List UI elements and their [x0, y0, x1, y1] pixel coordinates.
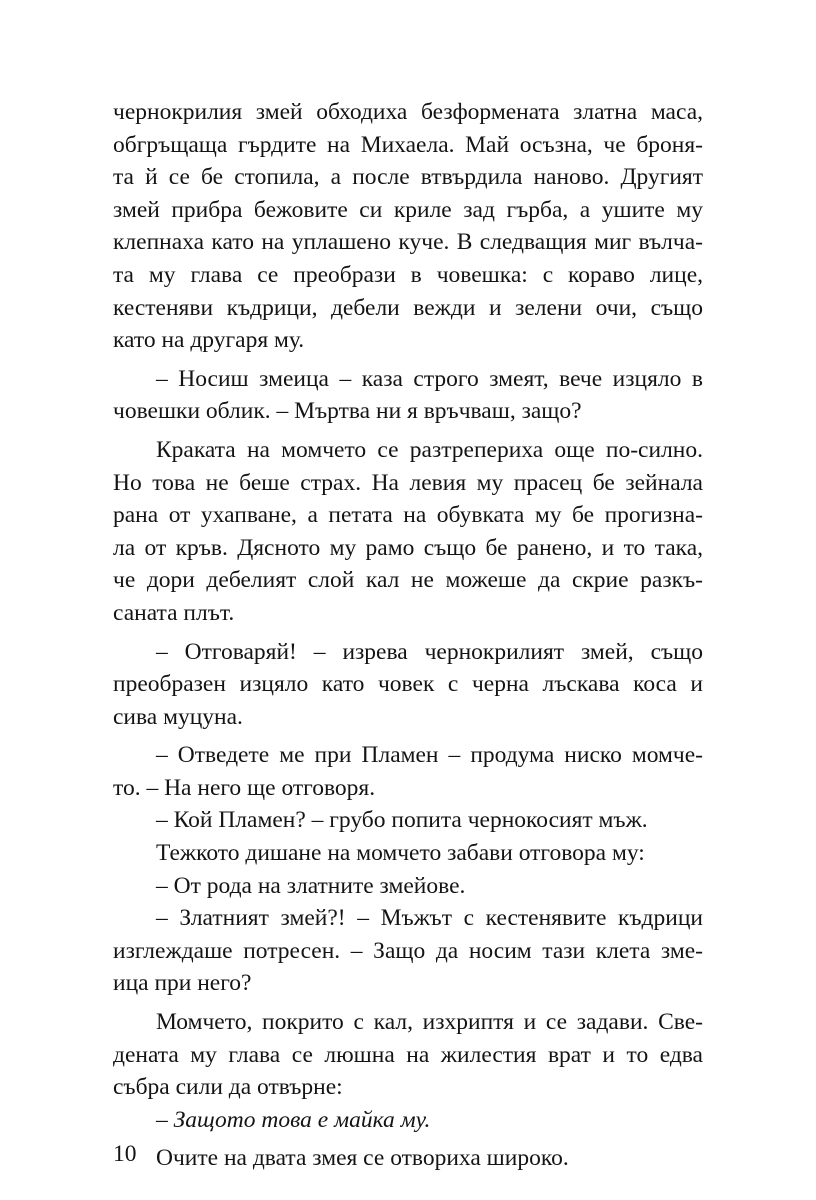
text-line: клепнаха като на уплашено куче. В следващия миг вълча-: [113, 229, 703, 256]
text-line: – Кой Пламен? – грубо попита чернокосият мъж.: [156, 807, 648, 834]
text-line: рана от ухапване, а петата на обувката му бе прогизна-: [113, 502, 703, 529]
text-line: – Отговаряй! – изрева чернокрилият змей, също: [156, 638, 703, 665]
text-line: събра сили да отвърне:: [113, 1074, 343, 1101]
text-line: ица при него?: [113, 970, 252, 997]
paragraph: [113, 870, 703, 903]
text-line: като на другаря му.: [113, 327, 305, 354]
paragraph: [113, 636, 703, 734]
paragraph: [113, 1104, 703, 1137]
text-line: – Носиш змеица – каза строго змеят, вече изцяло в: [156, 365, 703, 392]
paragraph: [113, 902, 703, 1000]
text-line: – Отведете ме при Пламен – продума ниско момче-: [156, 742, 703, 769]
text-line: сива муцуна.: [113, 703, 243, 730]
paragraph: [113, 1006, 703, 1104]
paragraph: [113, 363, 703, 428]
paragraph: [113, 739, 703, 804]
text-line: преобразен изцяло като човек с черна лъскава коса и: [113, 671, 703, 698]
page-number: 10: [113, 1141, 137, 1167]
text-line-italic: – Защото това е майка му.: [156, 1106, 431, 1133]
text-line: – Златният змей?! – Мъжът с кестенявите къдрици: [156, 905, 703, 932]
text-line: кестеняви къдрици, дебели вежди и зелени очи, също: [113, 294, 703, 321]
text-line: чернокрилия змей обходиха безформената златна маса,: [113, 99, 703, 125]
text-line: Момчето, покрито с кал, изхриптя и се задави. Све-: [156, 1009, 703, 1036]
paragraph: [113, 804, 703, 837]
text-line: змей прибра бежовите си криле зад гърба, а ушите му: [113, 196, 703, 223]
text-line: та му глава се преобрази в човешка: с кораво лице,: [113, 261, 703, 288]
text-line: човешки облик. – Мъртва ни я връчваш, защо?: [113, 398, 582, 425]
text-line: дената му глава се люшна на жилестия врат и то едва: [113, 1041, 703, 1068]
text-line: Очите на двата змея се отвориха широко.: [156, 1145, 569, 1172]
text-line: че дори дебелият слой кал не можеше да скрие разкъ-: [113, 567, 703, 594]
body-text: [113, 96, 703, 1175]
text-line: ла от кръв. Дясното му рамо също бе ранено, и то така,: [113, 534, 703, 561]
text-line: изглеждаше потресен. – Защо да носим тази клета зме-: [113, 937, 703, 964]
text-line: – От рода на златните змейове.: [156, 872, 466, 899]
text-line: Тежкото дишане на момчето забави отговора му:: [156, 840, 645, 867]
text-line: то. – На него ще отговоря.: [113, 774, 376, 801]
text-line: саната плът.: [113, 599, 235, 626]
text-line: Но това не беше страх. На левия му прасец бе зейнала: [113, 469, 703, 496]
paragraph: [113, 96, 703, 357]
paragraph: [113, 1142, 703, 1175]
text-line: обгръщаща гърдите на Михаела. Май осъзна, че броня-: [113, 131, 703, 158]
paragraph: [113, 837, 703, 870]
text-line: та й се бе стопила, а после втвърдила наново. Другият: [113, 164, 703, 191]
text-line: Краката на момчето се разтрепериха още по-силно.: [156, 436, 703, 463]
paragraph: [113, 434, 703, 630]
